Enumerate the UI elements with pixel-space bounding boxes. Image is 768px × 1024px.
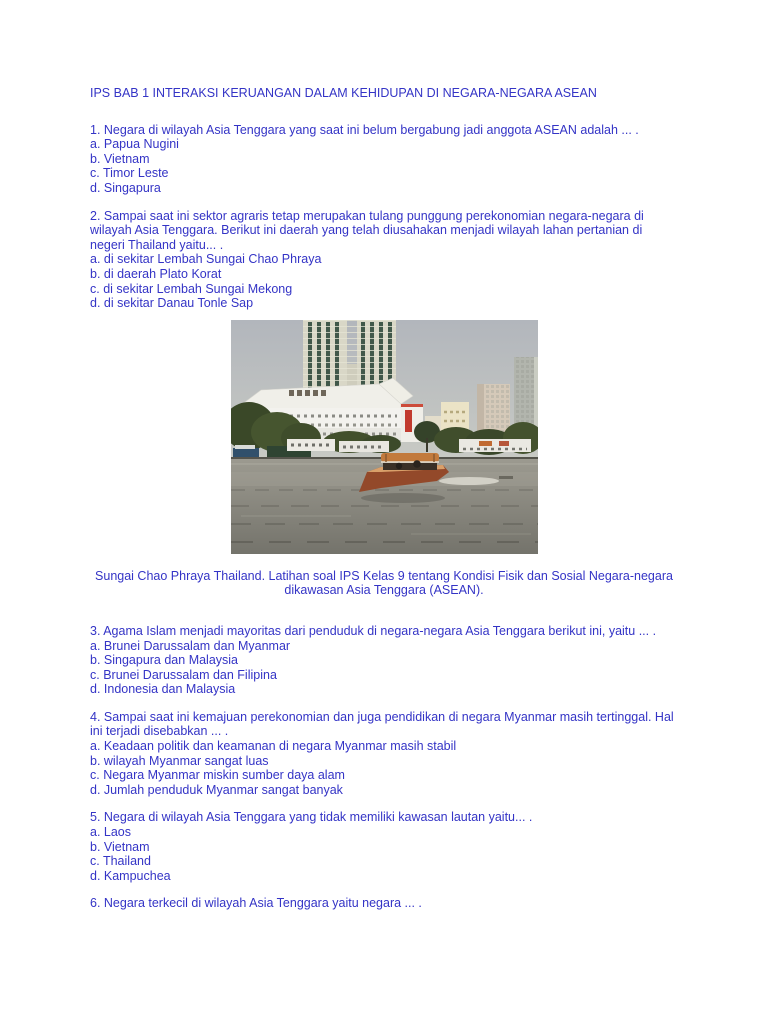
question-5-option-a: a. Laos [90, 825, 132, 840]
photo-caption: Sungai Chao Phraya Thailand. Latihan soal IPS Kelas 9 tentang Kondisi Fisik dan Sosial Negara-negara dikawasan Asia Tenggara (ASEAN). [95, 568, 673, 598]
question-2-option-a: a. di sekitar Lembah Sungai Chao Phraya [90, 252, 322, 267]
photo-distant-boat [499, 476, 513, 479]
chao-phraya-river-photo [231, 320, 538, 554]
question-6 [90, 896, 678, 911]
question-4 [90, 710, 678, 798]
question-5-option-d: d. Kampuchea [90, 868, 171, 883]
question-2-option-b: b. di daerah Plato Korat [90, 266, 222, 281]
question-2-text: 2. Sampai saat ini sektor agraris tetap merupakan tulang punggung perekonomian negara-negara di wilayah Asia Tenggara. Berikut ini daerah yang telah diusahakan menjadi wilayah lahan pertanian di negeri Thailand yaitu... . [90, 208, 644, 252]
question-4-option-d: d. Jumlah penduduk Myanmar sangat banyak [90, 782, 343, 797]
question-3-option-a: a. Brunei Darussalam dan Myanmar [90, 638, 291, 653]
question-4-option-c: c. Negara Myanmar miskin sumber daya alam [90, 768, 345, 783]
question-5 [90, 810, 678, 883]
question-5-text: 5. Negara di wilayah Asia Tenggara yang tidak memiliki kawasan lautan yaitu... . [90, 810, 533, 825]
question-4-text: 4. Sampai saat ini kemajuan perekonomian dan juga pendidikan di negara Myanmar masih tertinggal. Hal ini terjadi disebabkan ... . [90, 709, 674, 739]
question-3-option-b: b. Singapura dan Malaysia [90, 653, 239, 668]
question-2-option-d: d. di sekitar Danau Tonle Sap [90, 296, 254, 311]
question-5-option-c: c. Thailand [90, 854, 151, 869]
question-5-option-b: b. Vietnam [90, 839, 150, 854]
question-1-option-d: d. Singapura [90, 180, 161, 195]
question-1-option-a: a. Papua Nugini [90, 137, 179, 152]
document-title: IPS BAB 1 INTERAKSI KERUANGAN DALAM KEHIDUPAN DI NEGARA-NEGARA ASEAN [90, 86, 597, 100]
question-1-option-b: b. Vietnam [90, 151, 150, 166]
question-1 [90, 123, 678, 196]
question-4-option-a: a. Keadaan politik dan keamanan di negara Myanmar masih stabil [90, 739, 457, 754]
question-4-option-b: b. wilayah Myanmar sangat luas [90, 753, 269, 768]
question-3 [90, 624, 678, 697]
question-2-option-c: c. di sekitar Lembah Sungai Mekong [90, 281, 293, 296]
question-1-option-c: c. Timor Leste [90, 166, 169, 181]
question-6-text: 6. Negara terkecil di wilayah Asia Tenggara yaitu negara ... . [90, 896, 422, 911]
question-3-text: 3. Agama Islam menjadi mayoritas dari penduduk di negara-negara Asia Tenggara berikut ini, yaitu ... . [90, 623, 657, 638]
question-3-option-c: c. Brunei Darussalam dan Filipina [90, 667, 277, 682]
question-3-option-d: d. Indonesia dan Malaysia [90, 682, 236, 697]
question-1-text: 1. Negara di wilayah Asia Tenggara yang saat ini belum bergabung jadi anggota ASEAN adalah ... . [90, 122, 639, 137]
question-2 [90, 209, 678, 311]
